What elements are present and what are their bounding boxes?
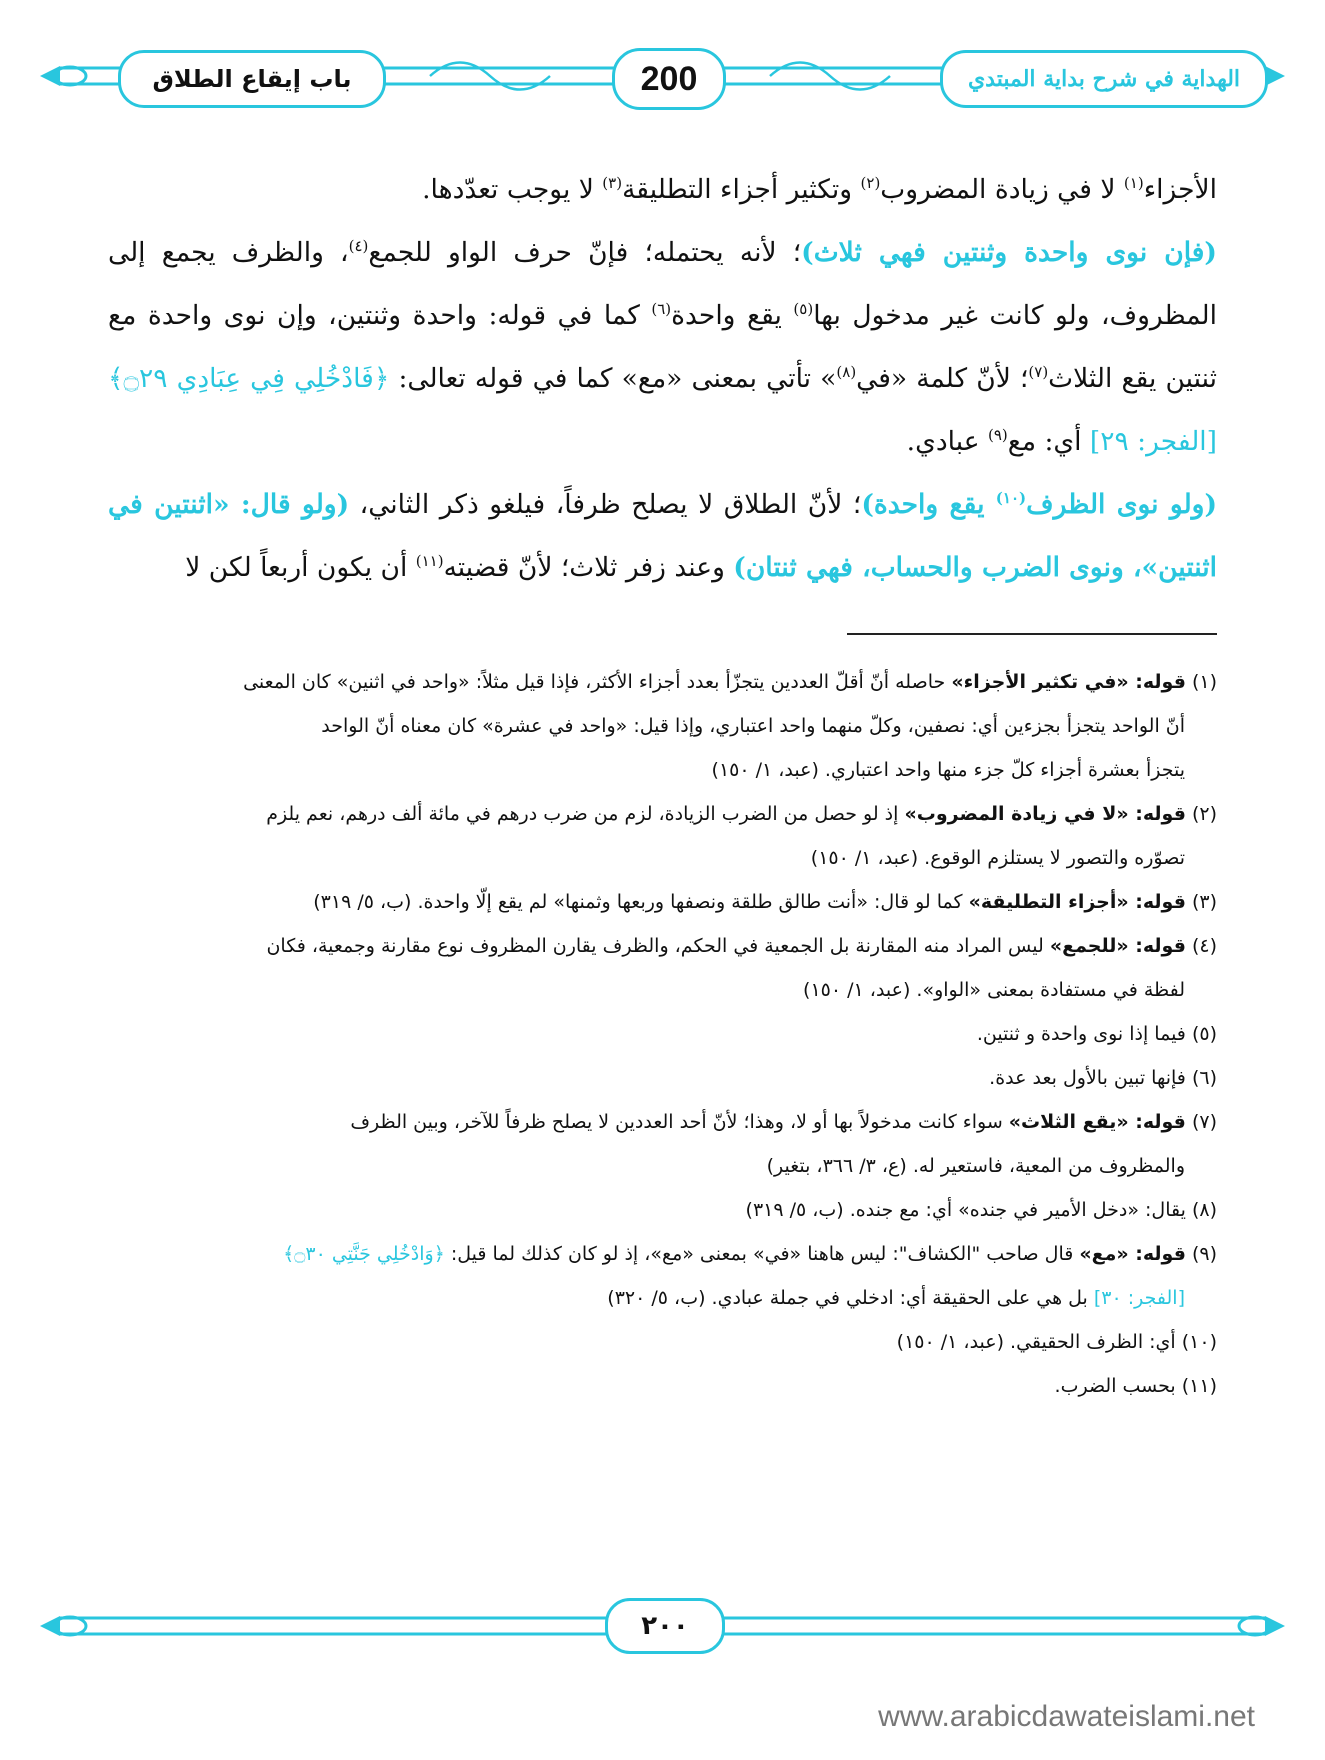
footnote-6: (٦) فإنها تبين بالأول بعد عدة. [989,1067,1217,1089]
footnote-11: (١١) بحسب الضرب. [1054,1375,1217,1397]
matn-quote: (فإن نوى واحدة وثنتين فهي ثلاث) [801,237,1217,268]
chapter-title-box [118,50,386,108]
main-paragraph-2: (فإن نوى واحدة وثنتين فهي ثلاث)؛ لأنه يحتمله؛ فإنّ حرف الواو للجمع$^{(٤)}$، والظرف يجمع إلى المظروف، ولو كانت غير مدخول بها$^{(٥)}$ يقع واحدة$^{(٦)}$ كما في قوله: واحدة وثنتين، وإن نوى واحدة مع ثنتين يقع الثلاث$^{(٧)}$؛ لأنّ كلمة «في$^{(٨)}$» تأتي بمعنى «مع» كما في قوله تعالى: ﴿فَادْخُلِي فِي عِبَادِي ۝٢٩﴾ [الفجر: ٢٩] أي: مع$^{(٩)}$ عبادي. [108,237,1218,457]
quran-verse: ﴿فَادْخُلِي فِي عِبَادِي ۝٢٩﴾ [108,363,390,394]
footnote-8: (٨) يقال: «دخل الأمير في جنده» أي: مع جنده. (ب، ٥/ ٣١٩) [745,1199,1217,1221]
header-page-number: 200 [640,59,698,98]
footnote-4: (٤) قوله: «للجمع» ليس المراد منه المقارنة بل الجمعية في الحكم، والظرف يقارن المظروف نوع مقارنة وجمعية، فكان لفظة في مستفادة بمعنى «الواو». (عبد، ١/ ١٥٠) [266,935,1217,1001]
book-title: الهداية في شرح بداية المبتدي [967,66,1241,92]
footnote-9: (٩) قوله: «مع» قال صاحب "الكشاف": ليس هاهنا «في» بمعنى «مع»، إذ لو كان كذلك لما قيل: ﴿وَادْخُلِي جَنَّتِي ۝٣٠﴾ [الفجر: ٣٠] بل هي على الحقيقة أي: ادخلي في جملة عبادي. (ب، ٥/ ٣٢٠) [283,1243,1217,1309]
footnote-2: (٢) قوله: «لا في زيادة المضروب» إذ لو حصل من الضرب الزيادة، لزم من ضرب درهم في مائة ألف درهم، نعم يلزم تصوّره والتصور لا يستلزم الوقوع. (عبد، ١/ ١٥٠) [266,803,1217,869]
book-title-box [940,50,1268,108]
page-header [0,0,1325,150]
verse-reference: [الفجر: ٢٩] [1089,426,1217,457]
footnote-1: (١) قوله: «في تكثير الأجزاء» حاصله أنّ أقلّ العددين يتجزّأ بعدد أجزاء الأكثر، فإذا قيل مثلاً: «واحد في اثنين» كان المعنى أنّ الواحد يتجزأ بجزءين أي: نصفين، وكلّ منهما واحد اعتباري، وإذا قيل: «واحد في عشرة» كان معناه أنّ الواحد يتجزأ بعشرة أجزاء كلّ جزء منها واحد اعتباري. (عبد، ١/ ١٥٠) [243,671,1217,781]
footnote-10: (١٠) أي: الظرف الحقيقي. (عبد، ١/ ١٥٠) [896,1331,1217,1353]
main-paragraph-1: الأجزاء$^{(١)}$ لا في زيادة المضروب$^{(٢)}$ وتكثير أجزاء التطليقة$^{(٣)}$ لا يوجب تعدّدها. [422,174,1217,205]
footer-page-number: ٢٠٠ [641,1611,689,1641]
website-url: www.arabicdawateislami.net [878,1700,1255,1733]
footnote-7: (٧) قوله: «يقع الثلاث» سواء كانت مدخولاً بها أو لا، وهذا؛ لأنّ أحد العددين لا يصلح ظرفاً للآخر، وبين الظرف والمظروف من المعية، فاستعير له. (ع، ٣/ ٣٦٦، بتغير) [350,1111,1217,1177]
main-paragraph-3: (ولو نوى الظرف$^{(١٠)}$ يقع واحدة)؛ لأنّ الطلاق لا يصلح ظرفاً، فيلغو ذكر الثاني، (ولو قال: «اثنتين في اثنتين»، ونوى الضرب والحساب، فهي ثنتان) وعند زفر ثلاث؛ لأنّ قضيته$^{(١١)}$ أن يكون أربعاً لكن لا [108,489,1217,583]
footnotes [108,660,1217,1408]
footer-page-number-box [605,1598,725,1654]
header-page-number-box [612,48,726,110]
footnote-5: (٥) فيما إذا نوى واحدة و ثنتين. [976,1023,1217,1045]
matn-quote: (ولو نوى الظرف [1026,489,1217,520]
footnote-3: (٣) قوله: «أجزاء التطليقة» كما لو قال: «أنت طالق طلقة ونصفها وربعها وثمنها» لم يقع إلّا واحدة. (ب، ٥/ ٣١٩) [313,891,1217,913]
footnote-divider [847,633,1217,635]
matn-quote: (ولو قال: «اثنتين في اثنتين»، ونوى الضرب والحساب، فهي ثنتان) [108,489,1217,583]
main-text [108,158,1217,599]
verse-reference: [الفجر: ٣٠] [1093,1287,1185,1309]
quran-verse: ﴿وَادْخُلِي جَنَّتِي ۝٣٠﴾ [283,1243,445,1265]
chapter-title: باب إيقاع الطلاق [152,65,352,93]
